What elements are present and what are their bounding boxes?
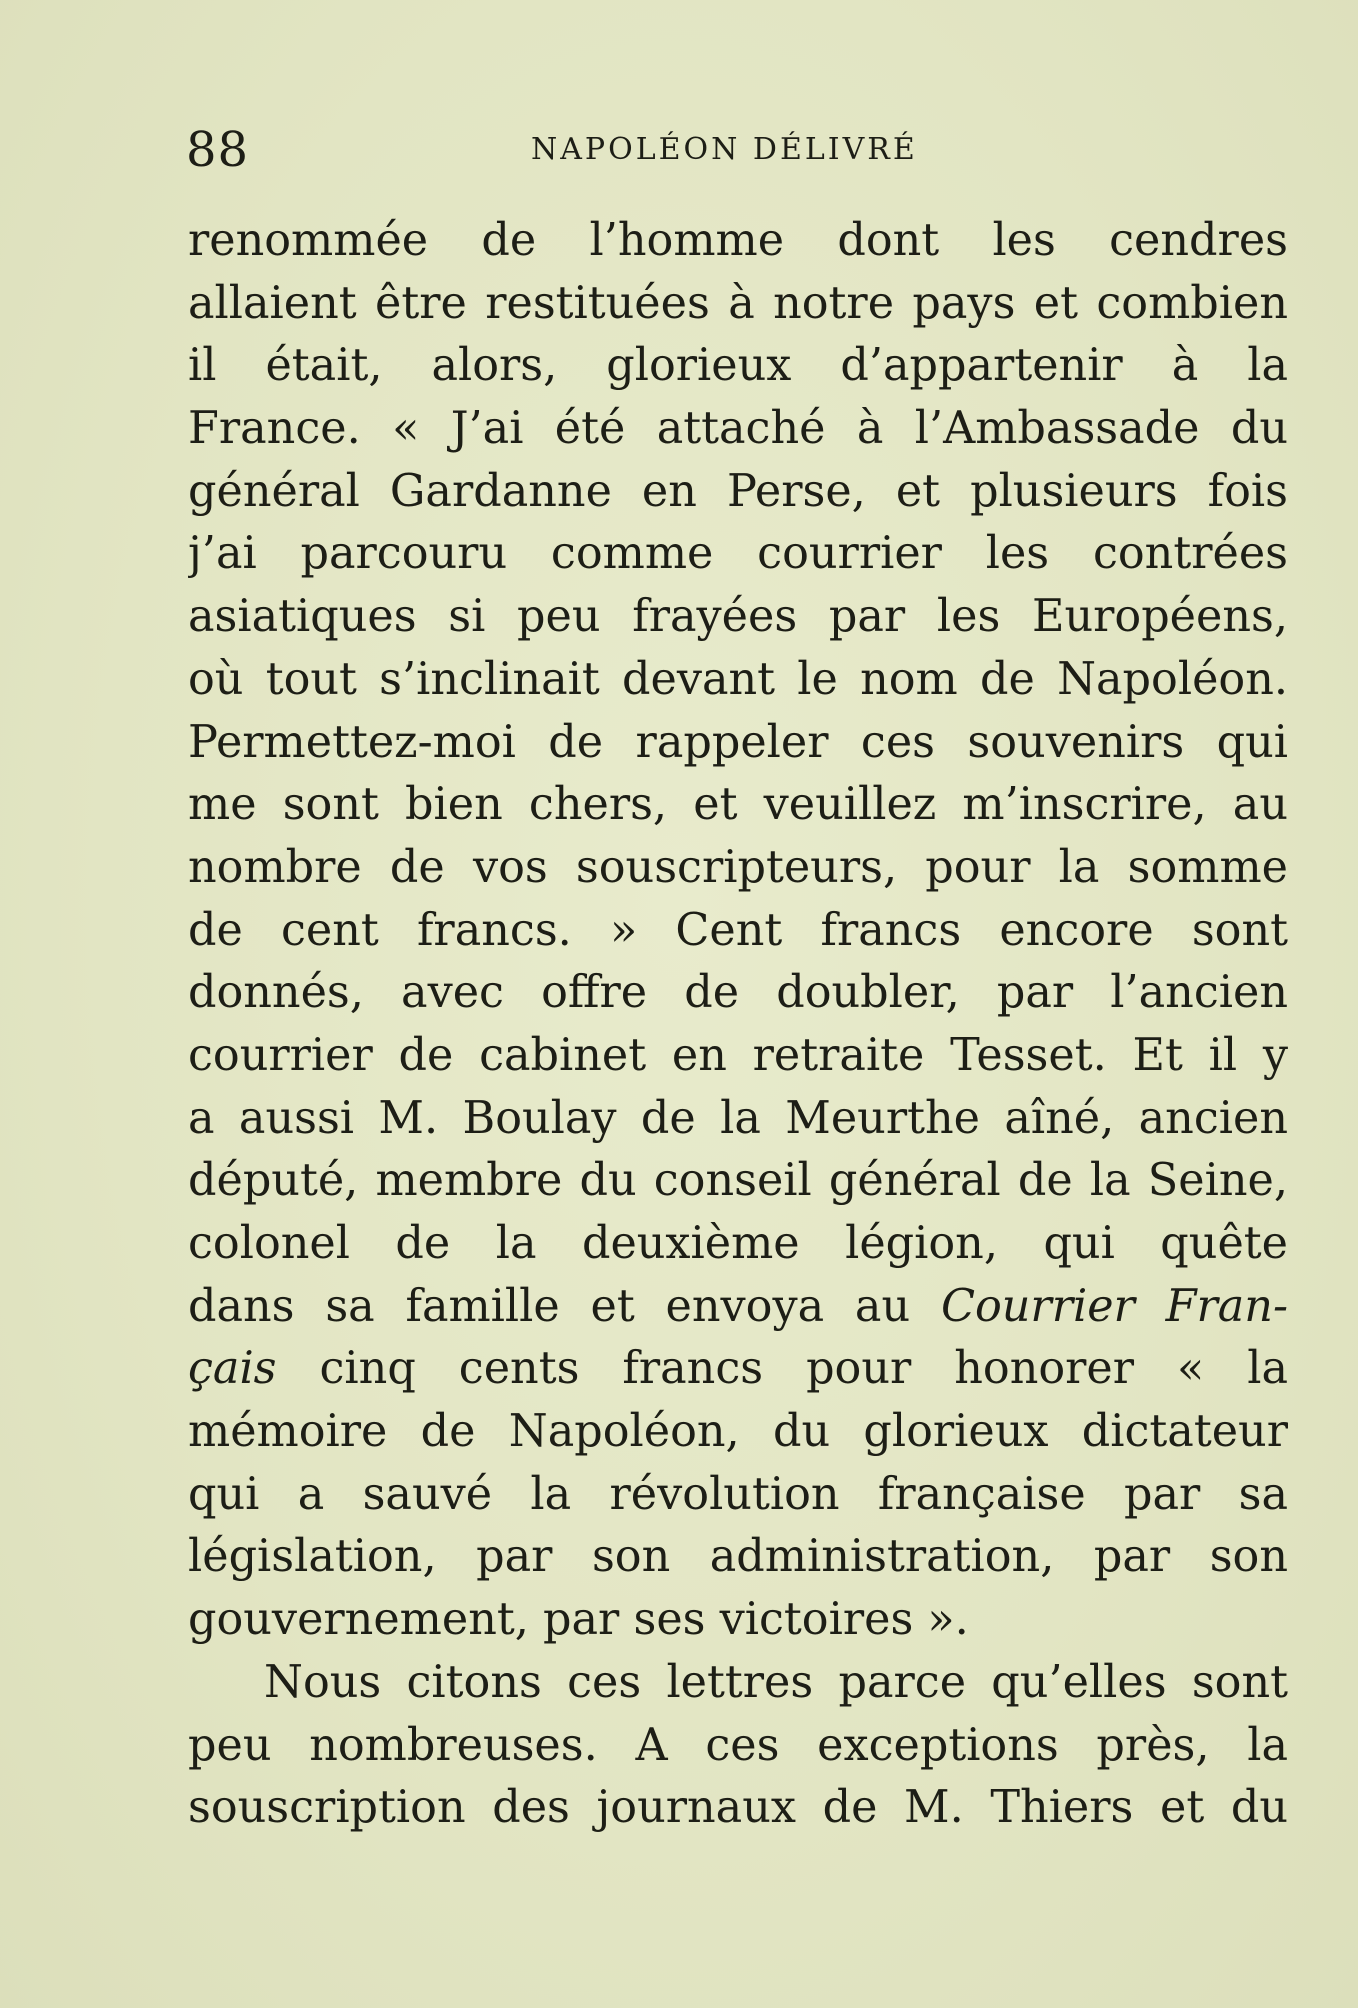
- text-line: Permettez-moi de rappeler ces souvenirs qui: [188, 716, 1288, 768]
- italic-title: Courrier Fran-: [940, 1280, 1288, 1332]
- text-line-with-italic: [188, 1276, 1288, 1339]
- text-line: mémoire de Napoléon, du glorieux dictateur: [188, 1406, 1288, 1458]
- paragraph-end-line: gouvernement, par ses victoires ».: [188, 1594, 969, 1646]
- page-number: 88: [186, 122, 250, 178]
- text-line: j’ai parcouru comme courrier les contrées: [188, 528, 1288, 580]
- text-line: me sont bien chers, et veuillez m’inscrire, au: [188, 779, 1288, 831]
- text-segment: dans sa famille et envoya au: [188, 1280, 941, 1332]
- paragraph-start-line: Nous citons ces lettres parce qu’elles sont: [264, 1656, 1288, 1708]
- text-line: il était, alors, glorieux d’appartenir à la: [188, 340, 1288, 392]
- text-line: a aussi M. Boulay de la Meurthe aîné, ancien: [188, 1092, 1288, 1144]
- text-line: peu nombreuses. A ces exceptions près, la: [188, 1719, 1288, 1771]
- text-line-with-italic: [188, 1338, 1288, 1401]
- page-header: [186, 120, 1286, 180]
- text-line: législation, par son administration, par son: [188, 1531, 1288, 1583]
- text-line: où tout s’inclinait devant le nom de Napoléon.: [188, 653, 1288, 705]
- text-segment: cinq cents francs pour honorer « la: [276, 1343, 1288, 1395]
- text-line: colonel de la deuxième légion, qui quête: [188, 1218, 1288, 1269]
- text-line: allaient être restituées à notre pays et combien: [188, 277, 1288, 329]
- running-title: NAPOLÉON DÉLIVRÉ: [531, 132, 918, 167]
- text-line: de cent francs. » Cent francs encore sont: [188, 904, 1288, 956]
- text-line: qui a sauvé la révolution française par sa: [188, 1468, 1288, 1520]
- text-line: général Gardanne en Perse, et plusieurs fois: [188, 465, 1288, 517]
- text-line: renommée de l’homme dont les cendres: [188, 215, 1288, 266]
- text-line: souscription des journaux de M. Thiers et du: [188, 1782, 1288, 1834]
- text-line: asiatiques si peu frayées par les Européens,: [188, 591, 1288, 643]
- italic-title: çais: [188, 1343, 277, 1395]
- text-line: courrier de cabinet en retraite Tesset. Et il y: [188, 1029, 1288, 1081]
- text-line: donnés, avec offre de doubler, par l’ancien: [188, 967, 1288, 1019]
- body-text: [188, 210, 1288, 1840]
- text-line: député, membre du conseil général de la Seine,: [188, 1155, 1288, 1207]
- text-line: nombre de vos souscripteurs, pour la somme: [188, 841, 1288, 893]
- text-line: France. « J’ai été attaché à l’Ambassade du: [188, 403, 1288, 455]
